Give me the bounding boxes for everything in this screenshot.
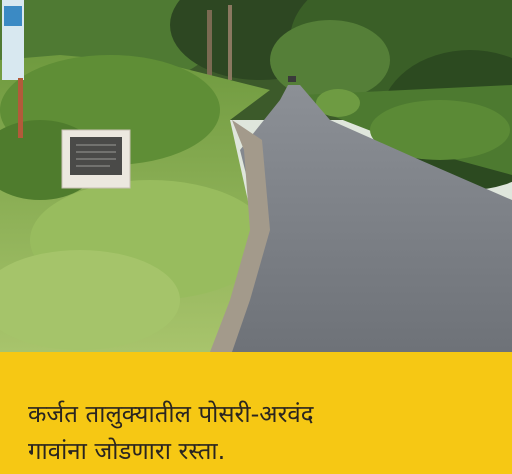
caption-band — [0, 352, 512, 474]
caption-line-2: गावांना जोडणारा रस्ता. — [28, 437, 226, 465]
memorial-plaque — [62, 130, 130, 188]
photo-caption — [28, 396, 498, 470]
caption-line-1: कर्जत तालुक्यातील पोसरी-अरवंद — [28, 400, 314, 428]
